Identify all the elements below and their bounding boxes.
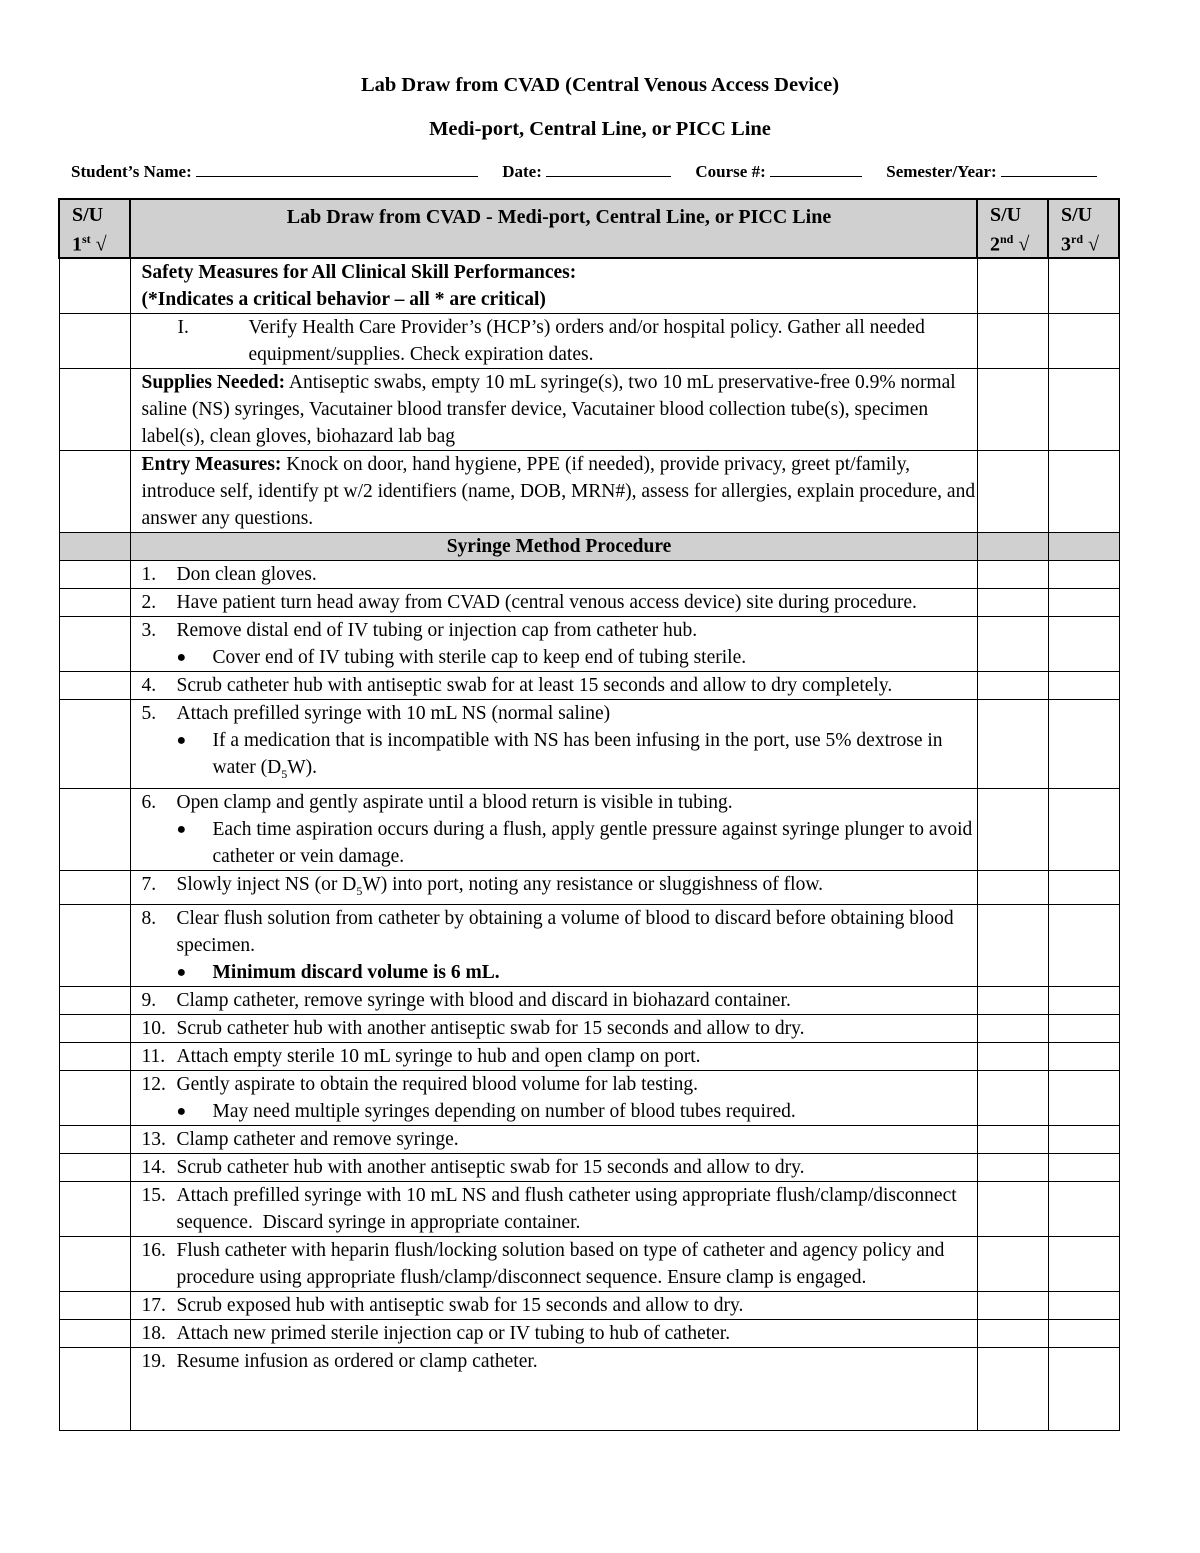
student-name-field[interactable] <box>196 160 478 177</box>
step-text: Scrub catheter hub with another antiseptic swab for 15 seconds and allow to dry. <box>176 1018 805 1040</box>
step-number: 16. <box>141 1240 166 1262</box>
bullet-icon: ● <box>176 1103 187 1121</box>
su-third-cell[interactable] <box>1048 671 1119 699</box>
su-third-cell[interactable] <box>1048 313 1119 368</box>
su-first-cell[interactable] <box>59 1015 130 1043</box>
su-second-cell[interactable] <box>977 1182 1048 1237</box>
date-field[interactable] <box>546 160 671 177</box>
su-third-cell[interactable] <box>1048 788 1119 870</box>
step-row <box>59 1015 1119 1043</box>
su-third-cell[interactable] <box>1048 1237 1119 1292</box>
step-bullet-text: Cover end of IV tubing with sterile cap to keep end of tubing sterile. <box>212 646 747 668</box>
su-second-cell[interactable] <box>977 560 1048 588</box>
step-row <box>59 1071 1119 1126</box>
step-text-part: W) into port, noting any resistance or sluggishness of flow. <box>362 873 824 895</box>
bullet-icon: ● <box>176 648 187 666</box>
step-number: 10. <box>141 1018 166 1040</box>
su-first-cell[interactable] <box>59 905 130 987</box>
step-row <box>59 788 1119 870</box>
su-attempt-suffix: nd <box>1000 232 1014 246</box>
step-cell <box>130 870 977 905</box>
su-label: S/U <box>990 204 1022 226</box>
su-second-cell[interactable] <box>977 1071 1048 1126</box>
su-second-cell[interactable] <box>977 870 1048 905</box>
step-cell <box>130 1182 977 1237</box>
step-number: 14. <box>141 1157 166 1179</box>
step-row <box>59 1154 1119 1182</box>
su-second-cell[interactable] <box>977 258 1048 314</box>
su-first-cell[interactable] <box>59 258 130 314</box>
step-number: 9. <box>141 990 157 1012</box>
su-first-cell[interactable] <box>59 699 130 788</box>
su-second-cell[interactable] <box>977 1292 1048 1320</box>
su-first-header <box>59 199 130 258</box>
step-row <box>59 1237 1119 1292</box>
step-cell <box>130 616 977 671</box>
su-first-cell[interactable] <box>59 1043 130 1071</box>
su-third-cell[interactable] <box>1048 1015 1119 1043</box>
step-text: Open clamp and gently aspirate until a blood return is visible in tubing. <box>176 791 733 813</box>
step-row <box>59 699 1119 788</box>
bullet-text-part: W). <box>287 756 318 778</box>
su-third-cell[interactable] <box>1048 870 1119 905</box>
su-first-cell[interactable] <box>59 671 130 699</box>
su-attempt-suffix: st <box>82 232 91 246</box>
su-second-cell[interactable] <box>977 1154 1048 1182</box>
step-row <box>59 1126 1119 1154</box>
su-third-cell[interactable] <box>1048 699 1119 788</box>
su-first-cell <box>59 532 130 560</box>
su-second-cell <box>977 532 1048 560</box>
bullet-icon: ● <box>176 964 187 982</box>
step-text: Remove distal end of IV tubing or injection cap from catheter hub. <box>176 619 698 641</box>
step-cell <box>130 1237 977 1292</box>
step-bullet-text: Each time aspiration occurs during a flush, apply gentle pressure against syringe plunger to avoid catheter or vein damage. <box>212 818 973 867</box>
su-second-cell[interactable] <box>977 1126 1048 1154</box>
su-third-cell[interactable] <box>1048 588 1119 616</box>
su-second-cell[interactable] <box>977 1237 1048 1292</box>
step-row <box>59 560 1119 588</box>
step-number: 7. <box>141 873 157 895</box>
verify-row <box>59 313 1119 368</box>
step-cell <box>130 1126 977 1154</box>
step-text: Resume infusion as ordered or clamp catheter. <box>176 1351 538 1373</box>
step-number: 18. <box>141 1323 166 1345</box>
student-info-line <box>71 160 1127 182</box>
step-number: 1. <box>141 563 157 585</box>
document-title: Lab Draw from CVAD (Central Venous Access Device) <box>360 74 840 96</box>
semester-label: Semester/Year: <box>886 162 997 181</box>
su-first-cell[interactable] <box>59 1182 130 1237</box>
bullet-icon: ● <box>176 731 187 749</box>
step-row <box>59 1043 1119 1071</box>
step-cell <box>130 1071 977 1126</box>
step-text: Attach empty sterile 10 mL syringe to hub and open clamp on port. <box>176 1046 701 1068</box>
student-name-label: Student’s Name: <box>71 162 192 181</box>
su-label: S/U <box>1061 204 1093 226</box>
su-first-cell[interactable] <box>59 1320 130 1348</box>
step-cell <box>130 1015 977 1043</box>
step-number: 3. <box>141 619 157 641</box>
su-first-cell[interactable] <box>59 368 130 450</box>
course-field[interactable] <box>770 160 862 177</box>
su-third-cell[interactable] <box>1048 1126 1119 1154</box>
section-title: Syringe Method Procedure <box>130 532 977 560</box>
su-third-cell[interactable] <box>1048 368 1119 450</box>
safety-row <box>59 258 1119 314</box>
su-third-cell[interactable] <box>1048 616 1119 671</box>
step-bullet-text <box>213 727 977 788</box>
su-third-cell[interactable] <box>1048 1292 1119 1320</box>
safety-heading: Safety Measures for All Clinical Skill Performances: <box>141 261 577 283</box>
step-text: Clamp catheter and remove syringe. <box>176 1129 459 1151</box>
su-third-cell[interactable] <box>1048 1182 1119 1237</box>
su-second-cell[interactable] <box>977 368 1048 450</box>
supplies-label: Supplies Needed: <box>141 371 286 393</box>
step-number: 17. <box>141 1295 166 1317</box>
step-number: 8. <box>141 908 157 930</box>
subscript: 5 <box>281 766 288 781</box>
entry-cell <box>130 450 977 532</box>
su-second-cell[interactable] <box>977 313 1048 368</box>
su-first-cell[interactable] <box>59 560 130 588</box>
table-header-row <box>59 199 1119 258</box>
su-second-cell[interactable] <box>977 1348 1048 1431</box>
su-third-cell <box>1048 532 1119 560</box>
step-row <box>59 1182 1119 1237</box>
critical-note: (*Indicates a critical behavior – all * are critical) <box>141 288 546 310</box>
step-number: 4. <box>141 674 157 696</box>
supplies-row <box>59 368 1119 450</box>
supplies-cell <box>130 368 977 450</box>
step-cell <box>130 1320 977 1348</box>
step-cell <box>130 987 977 1015</box>
su-second-cell[interactable] <box>977 1043 1048 1071</box>
step-row <box>59 870 1119 905</box>
su-first-cell[interactable] <box>59 1126 130 1154</box>
step-number: 5. <box>141 702 157 724</box>
step-number: 2. <box>141 591 157 613</box>
step-row <box>59 671 1119 699</box>
step-row <box>59 1320 1119 1348</box>
step-row <box>59 1292 1119 1320</box>
su-attempt-number: 2 <box>990 233 1000 256</box>
entry-row <box>59 450 1119 532</box>
step-text-part: Slowly inject NS (or D <box>176 873 357 895</box>
bullet-icon: ● <box>176 820 187 838</box>
su-third-cell[interactable] <box>1048 560 1119 588</box>
step-text: Clear flush solution from catheter by obtaining a volume of blood to discard before obtaining blood specimen. <box>176 908 954 957</box>
step-number: 6. <box>141 791 157 813</box>
skills-checklist-table <box>58 198 1120 1431</box>
semester-field[interactable] <box>1001 160 1097 177</box>
step-bullet-text: Minimum discard volume is 6 mL. <box>212 962 500 984</box>
skill-column-header: Lab Draw from CVAD - Medi-port, Central Line, or PICC Line <box>130 199 977 258</box>
step-text: Scrub exposed hub with antiseptic swab for 15 seconds and allow to dry. <box>176 1295 744 1317</box>
step-cell <box>130 905 977 987</box>
course-label: Course #: <box>695 162 766 181</box>
su-first-cell[interactable] <box>59 1154 130 1182</box>
step-number: 11. <box>141 1046 166 1068</box>
su-second-cell[interactable] <box>977 671 1048 699</box>
su-first-cell[interactable] <box>59 1348 130 1431</box>
su-first-cell[interactable] <box>59 1071 130 1126</box>
su-third-cell[interactable] <box>1048 1348 1119 1431</box>
step-text: Flush catheter with heparin flush/locking solution based on type of catheter and agency policy and procedure using appropriate flush/clamp/disconnect sequence. Ensure clamp is engaged. <box>176 1240 945 1289</box>
step-cell <box>130 1292 977 1320</box>
step-row <box>59 1348 1119 1431</box>
step-cell <box>130 588 977 616</box>
su-first-cell[interactable] <box>59 450 130 532</box>
su-third-cell[interactable] <box>1048 1320 1119 1348</box>
step-cell <box>130 699 977 788</box>
su-first-cell[interactable] <box>59 870 130 905</box>
su-third-cell[interactable] <box>1048 1154 1119 1182</box>
su-first-cell[interactable] <box>59 788 130 870</box>
step-cell <box>130 1154 977 1182</box>
su-first-cell[interactable] <box>59 616 130 671</box>
su-second-cell[interactable] <box>977 450 1048 532</box>
su-second-cell[interactable] <box>977 788 1048 870</box>
step-text: Don clean gloves. <box>176 563 317 585</box>
step-row <box>59 588 1119 616</box>
su-second-header <box>977 199 1048 258</box>
checkmark-icon: √ <box>95 233 107 256</box>
su-label: S/U <box>72 204 104 226</box>
su-second-cell[interactable] <box>977 1320 1048 1348</box>
step-row <box>59 905 1119 987</box>
checkmark-icon: √ <box>1088 233 1099 256</box>
step-text: Have patient turn head away from CVAD (central venous access device) site during procedure. <box>176 591 917 613</box>
step-text: Scrub catheter hub with antiseptic swab for at least 15 seconds and allow to dry completely. <box>176 674 893 696</box>
entry-text: Knock on door, hand hygiene, PPE (if needed), provide privacy, greet pt/family, introduce self, identify pt w/2 identifiers (name, DOB, MRN#), assess for allergies, explain procedure, and answer any questions. <box>141 453 976 529</box>
bullet-text-part: If a medication that is incompatible with NS has been infusing in the port, use 5% dextrose in water (D <box>212 729 943 778</box>
verify-text: Verify Health Care Provider’s (HCP’s) orders and/or hospital policy. Gather all needed equipment/supplies. Check expiration dates. <box>248 316 925 365</box>
su-second-cell[interactable] <box>977 905 1048 987</box>
step-text: Attach prefilled syringe with 10 mL NS (normal saline) <box>176 702 611 724</box>
section-header-row <box>59 532 1119 560</box>
su-first-cell[interactable] <box>59 313 130 368</box>
step-cell <box>130 1348 977 1431</box>
su-first-cell[interactable] <box>59 1292 130 1320</box>
su-third-cell[interactable] <box>1048 1071 1119 1126</box>
su-second-cell[interactable] <box>977 987 1048 1015</box>
step-text: Attach prefilled syringe with 10 mL NS and flush catheter using appropriate flush/clamp/disconnect sequence. Discard syringe in appropriate container. <box>176 1185 962 1234</box>
su-second-cell[interactable] <box>977 616 1048 671</box>
su-attempt-suffix: rd <box>1071 232 1083 246</box>
su-second-cell[interactable] <box>977 699 1048 788</box>
su-third-cell[interactable] <box>1048 1043 1119 1071</box>
step-text: Attach new primed sterile injection cap or IV tubing to hub of catheter. <box>176 1323 731 1345</box>
step-text <box>177 871 824 905</box>
su-third-cell[interactable] <box>1048 258 1119 314</box>
su-first-cell[interactable] <box>59 1237 130 1292</box>
su-third-header <box>1048 199 1119 258</box>
su-attempt-number: 3 <box>1061 233 1071 256</box>
step-cell <box>130 560 977 588</box>
su-attempt-number: 1 <box>72 233 82 256</box>
step-row <box>59 616 1119 671</box>
entry-label: Entry Measures: <box>141 453 282 475</box>
roman-numeral: I. <box>177 316 189 338</box>
su-third-cell[interactable] <box>1048 450 1119 532</box>
su-second-cell[interactable] <box>977 588 1048 616</box>
step-cell <box>130 671 977 699</box>
step-number: 13. <box>141 1129 166 1151</box>
su-first-cell[interactable] <box>59 987 130 1015</box>
checkmark-icon: √ <box>1018 233 1030 256</box>
step-number: 15. <box>141 1185 166 1207</box>
step-cell <box>130 788 977 870</box>
verify-cell <box>130 313 977 368</box>
su-first-cell[interactable] <box>59 588 130 616</box>
safety-measures-cell <box>130 258 977 314</box>
subscript: 5 <box>356 883 363 898</box>
step-text: Gently aspirate to obtain the required blood volume for lab testing. <box>176 1074 698 1096</box>
step-text: Scrub catheter hub with another antiseptic swab for 15 seconds and allow to dry. <box>176 1157 805 1179</box>
step-number: 12. <box>141 1074 166 1096</box>
step-number: 19. <box>141 1351 166 1373</box>
step-cell <box>130 1043 977 1071</box>
supplies-text: Antiseptic swabs, empty 10 mL syringe(s), two 10 mL preservative-free 0.9% normal saline (NS) syringes, Vacutainer blood transfer device, Vacutainer blood collection tube(s), specimen label(s), clean gloves, biohazard lab bag <box>141 371 956 447</box>
su-third-cell[interactable] <box>1048 987 1119 1015</box>
date-label: Date: <box>502 162 542 181</box>
step-row <box>59 987 1119 1015</box>
su-second-cell[interactable] <box>977 1015 1048 1043</box>
su-third-cell[interactable] <box>1048 905 1119 987</box>
step-text: Clamp catheter, remove syringe with blood and discard in biohazard container. <box>176 990 791 1012</box>
step-bullet-text: May need multiple syringes depending on number of blood tubes required. <box>212 1101 796 1123</box>
document-subtitle: Medi-port, Central Line, or PICC Line <box>429 118 771 140</box>
